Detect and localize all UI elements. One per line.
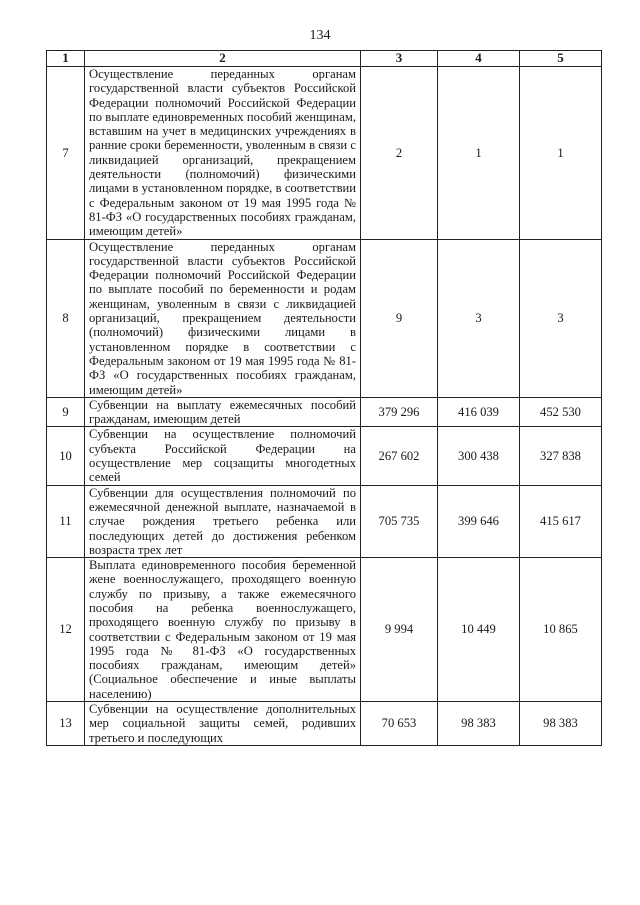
row-value-5: 10 865	[520, 558, 602, 702]
row-value-3: 267 602	[361, 427, 438, 485]
row-value-4: 98 383	[438, 702, 520, 746]
table-header-row	[47, 51, 602, 67]
row-number: 9	[47, 397, 85, 427]
row-value-3: 70 653	[361, 702, 438, 746]
row-value-4: 10 449	[438, 558, 520, 702]
row-number: 12	[47, 558, 85, 702]
row-value-5: 327 838	[520, 427, 602, 485]
row-value-3: 9	[361, 239, 438, 397]
row-value-4: 399 646	[438, 485, 520, 557]
row-description: Осуществление переданных органам государственной власти субъектов Российской Федерации полномочий Российской Федерации по выплате единовременных пособий женщинам, вставшим на учет в медицинских учреждениях в ранние сроки беременности, уволенным в связи с ликвидацией организаций, прекращением деятельности (полномочий) физическими лицами в установленном порядке, в соответствии с Федеральным законом от 19 мая 1995 года № 81-ФЗ «О государственных пособиях гражданам, имеющим детей»	[85, 67, 361, 240]
row-value-4: 3	[438, 239, 520, 397]
row-description: Субвенции на осуществление полномочий субъекта Российской Федерации на осуществление мер соцзащиты многодетных семей	[85, 427, 361, 485]
row-number: 11	[47, 485, 85, 557]
table-row	[47, 485, 602, 557]
row-value-5: 415 617	[520, 485, 602, 557]
row-value-3: 379 296	[361, 397, 438, 427]
row-value-4: 416 039	[438, 397, 520, 427]
column-header-3: 3	[361, 51, 438, 67]
row-description: Осуществление переданных органам государственной власти субъектов Российской Федерации полномочий Российской Федерации по выплате пособий по беременности и родам женщинам, уволенным в связи с ликвидацией организаций, прекращением деятельности (полномочий) физическими лицами в установленном порядке в соответствии с Федеральным законом от 19 мая 1995 года № 81-ФЗ «О государственных пособиях гражданам, имеющим детей»	[85, 239, 361, 397]
page-number: 134	[309, 28, 331, 43]
row-value-3: 9 994	[361, 558, 438, 702]
row-number: 10	[47, 427, 85, 485]
row-value-4: 1	[438, 67, 520, 240]
column-header-4: 4	[438, 51, 520, 67]
row-description: Субвенции на осуществление дополнительных мер социальной защиты семей, родивших третьего и последующих	[85, 702, 361, 746]
table-row	[47, 427, 602, 485]
column-header-1: 1	[47, 51, 85, 67]
row-number: 8	[47, 239, 85, 397]
row-value-3: 2	[361, 67, 438, 240]
row-description: Субвенции на выплату ежемесячных пособий гражданам, имеющим детей	[85, 397, 361, 427]
row-value-3: 705 735	[361, 485, 438, 557]
column-header-2: 2	[85, 51, 361, 67]
row-value-4: 300 438	[438, 427, 520, 485]
row-description: Выплата единовременного пособия беременной жене военнослужащего, проходящего военную службу по призыву, а также ежемесячного пособия на ребенка военнослужащего, проходящего военную службу по призыву в соответствии с Федеральным законом от 19 мая 1995 года № 81-ФЗ «О государственных пособиях гражданам, имеющим детей» (Социальное обеспечение и иные выплаты населению)	[85, 558, 361, 702]
row-number: 7	[47, 67, 85, 240]
row-value-5: 452 530	[520, 397, 602, 427]
row-description: Субвенции для осуществления полномочий по ежемесячной денежной выплате, назначаемой в случае рождения третьего ребенка или последующих детей до достижения ребенком возраста трех лет	[85, 485, 361, 557]
table-row	[47, 397, 602, 427]
table-row	[47, 67, 602, 240]
table-row	[47, 702, 602, 746]
row-value-5: 3	[520, 239, 602, 397]
budget-table	[46, 50, 602, 746]
column-header-5: 5	[520, 51, 602, 67]
row-value-5: 1	[520, 67, 602, 240]
row-value-5: 98 383	[520, 702, 602, 746]
table-row	[47, 239, 602, 397]
table-row	[47, 558, 602, 702]
row-number: 13	[47, 702, 85, 746]
